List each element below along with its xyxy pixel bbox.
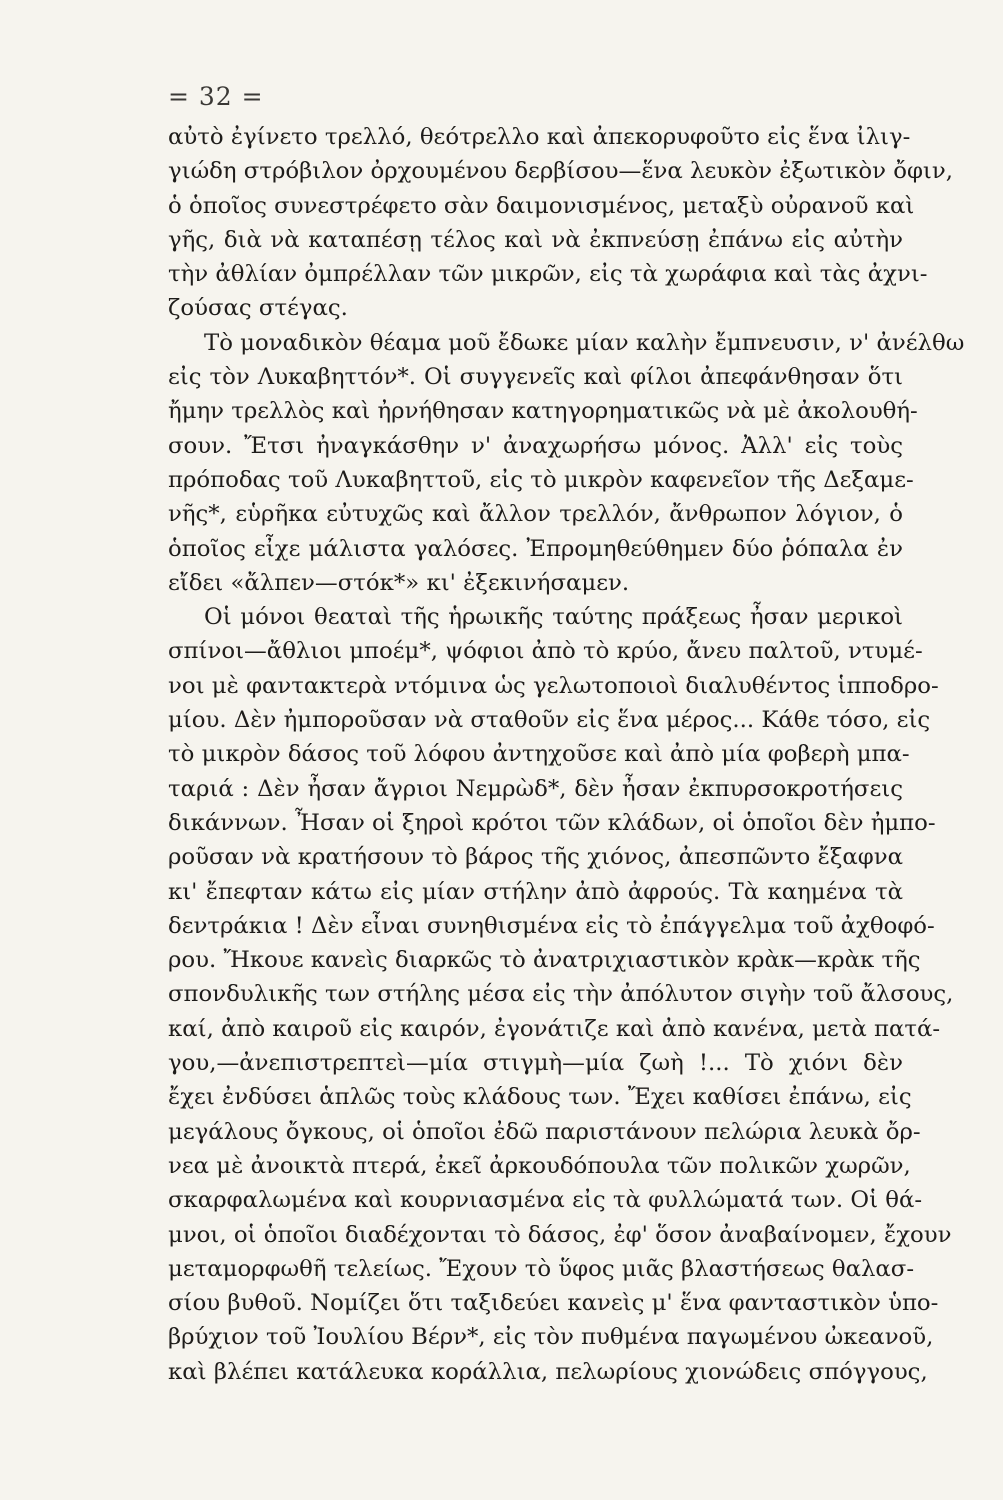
- text-line: ἤμην τρελλὸς καὶ ἠρνήθησαν κατηγορηματικῶς νὰ μὲ ἀκολουθή-: [168, 398, 918, 425]
- text-line: τὴν ἀθλίαν ὀμπρέλλαν τῶν μικρῶν, εἰς τὰ χωράφια καὶ τὰς ἀχνι-: [168, 261, 928, 288]
- text-line: πρόποδας τοῦ Λυκαβηττοῦ, εἰς τὸ μικρὸν καφενεῖον τῆς Δεξαμε-: [168, 466, 914, 493]
- text-line: δικάννων. Ἦσαν οἱ ξηροὶ κρότοι τῶν κλάδων, οἱ ὁποῖοι δὲν ἠμπο-: [168, 809, 936, 836]
- text-line: σουν. Ἔτσι ἠναγκάσθην ν' ἀναχωρήσω μόνος. Ἀλλ' εἰς τοὺς: [168, 432, 903, 459]
- text-line: εἴδει «ἄλπεν—στόκ*» κι' ἐξεκινήσαμεν.: [168, 569, 630, 596]
- text-line: ὁ ὁποῖος συνεστρέφετο σὰν δαιμονισμένος, μεταξὺ οὐρανοῦ καὶ: [168, 192, 915, 219]
- text-line: γῆς, διὰ νὰ καταπέσῃ τέλος καὶ νὰ ἐκπνεύσῃ ἐπάνω εἰς αὐτὴν: [168, 226, 903, 253]
- text-line: εἰς τὸν Λυκαβηττόν*. Οἱ συγγενεῖς καὶ φίλοι ἀπεφάνθησαν ὅτι: [168, 364, 903, 391]
- text-line: Οἱ μόνοι θεαταὶ τῆς ἡρωικῆς ταύτης πράξεως ἦσαν μερικοὶ: [204, 604, 903, 631]
- page-number: = 32 =: [168, 82, 264, 111]
- text-line: ὁποῖος εἶχε μάλιστα γαλόσες. Ἐπρομηθεύθημεν δύο ῥόπαλα ἐν: [168, 535, 903, 562]
- text-line: νῆς*, εὑρῆκα εὐτυχῶς καὶ ἄλλον τρελλόν, ἄνθρωπον λόγιον, ὁ: [168, 501, 903, 528]
- paragraph-3: [168, 600, 954, 1389]
- text-line: ροῦσαν νὰ κρατήσουν τὸ βάρος τῆς χιόνος, ἀπεσπῶντο ἔξαφνα: [168, 844, 903, 871]
- text-line: Τὸ μοναδικὸν θέαμα μοῦ ἔδωκε μίαν καλὴν ἔμπνευσιν, ν' ἀνέλθω: [204, 329, 965, 356]
- paragraph-1: [168, 120, 953, 326]
- text-line: τὸ μικρὸν δάσος τοῦ λόφου ἀντηχοῦσε καὶ ἀπὸ μία φοβερὴ μπα-: [168, 741, 910, 768]
- text-line: σκαρφαλωμένα καὶ κουρνιασμένα εἰς τὰ φυλλώματά των. Οἱ θά-: [168, 1187, 923, 1214]
- text-line: σπίνοι—ἄθλιοι μποέμ*, ψόφιοι ἀπὸ τὸ κρύο, ἄνευ παλτοῦ, ντυμέ-: [168, 638, 923, 665]
- text-line: σίου βυθοῦ. Νομίζει ὅτι ταξιδεύει κανεὶς μ' ἕνα φανταστικὸν ὑπο-: [168, 1290, 939, 1317]
- text-line: γου,—ἀνεπιστρεπτεὶ—μία στιγμὴ—μία ζωὴ !... Τὸ χιόνι δὲν: [168, 1050, 903, 1077]
- paragraph-2: [168, 326, 965, 600]
- text-line: σπονδυλικῆς των στήλης μέσα εἰς τὴν ἀπόλυτον σιγὴν τοῦ ἄλσους,: [168, 981, 954, 1008]
- text-line: μεγάλους ὄγκους, οἱ ὁποῖοι ἐδῶ παριστάνουν πελώρια λευκὰ ὄρ-: [168, 1118, 921, 1145]
- text-line: κι' ἔπεφταν κάτω εἰς μίαν στήλην ἀπὸ ἀφρούς. Τὰ καημένα τὰ: [168, 878, 903, 905]
- text-line: νοι μὲ φαντακτερὰ ντόμινα ὡς γελωτοποιοὶ διαλυθέντος ἱπποδρο-: [168, 672, 939, 699]
- text-line: γιώδη στρόβιλον ὀρχουμένου δερβίσου—ἕνα λευκὸν ἐξωτικὸν ὄφιν,: [168, 158, 953, 185]
- text-line: ἔχει ἐνδύσει ἁπλῶς τοὺς κλάδους των. Ἔχει καθίσει ἐπάνω, εἰς: [168, 1084, 912, 1111]
- text-line: μνοι, οἱ ὁποῖοι διαδέχονται τὸ δάσος, ἐφ' ὅσον ἀναβαίνομεν, ἔχουν: [168, 1221, 952, 1248]
- text-line: αὐτὸ ἐγίνετο τρελλό, θεότρελλο καὶ ἀπεκορυφοῦτο εἰς ἕνα ἰλιγ-: [168, 124, 911, 150]
- text-line: ζούσας στέγας.: [168, 295, 348, 322]
- text-line: ταριά : Δὲν ἦσαν ἄγριοι Νεμρὼδ*, δὲν ἦσαν ἐκπυρσοκροτήσεις: [168, 775, 903, 802]
- text-line: βρύχιον τοῦ Ἰουλίου Βέρν*, εἰς τὸν πυθμένα παγωμένου ὠκεανοῦ,: [168, 1324, 934, 1351]
- text-line: ρου. Ἤκουε κανεὶς διαρκῶς τὸ ἀνατριχιαστικὸν κρὰκ—κρὰκ τῆς: [168, 947, 921, 974]
- text-line: μεταμορφωθῆ τελείως. Ἔχουν τὸ ὕφος μιᾶς βλαστήσεως θαλασ-: [168, 1255, 915, 1282]
- text-line: καί, ἀπὸ καιροῦ εἰς καιρόν, ἐγονάτιζε καὶ ἀπὸ κανένα, μετὰ πατά-: [168, 1015, 941, 1042]
- text-line: νεα μὲ ἀνοικτὰ πτερά, ἐκεῖ ἀρκουδόπουλα τῶν πολικῶν χωρῶν,: [168, 1152, 911, 1179]
- text-line: καὶ βλέπει κατάλευκα κοράλλια, πελωρίους χιονώδεις σπόγγους,: [168, 1358, 928, 1385]
- body-text: [168, 120, 965, 1389]
- text-line: δεντράκια ! Δὲν εἶναι συνηθισμένα εἰς τὸ ἐπάγγελμα τοῦ ἀχθοφό-: [168, 912, 935, 939]
- text-line: μίου. Δὲν ἠμποροῦσαν νὰ σταθοῦν εἰς ἕνα μέρος... Κάθε τόσο, εἰς: [168, 707, 931, 734]
